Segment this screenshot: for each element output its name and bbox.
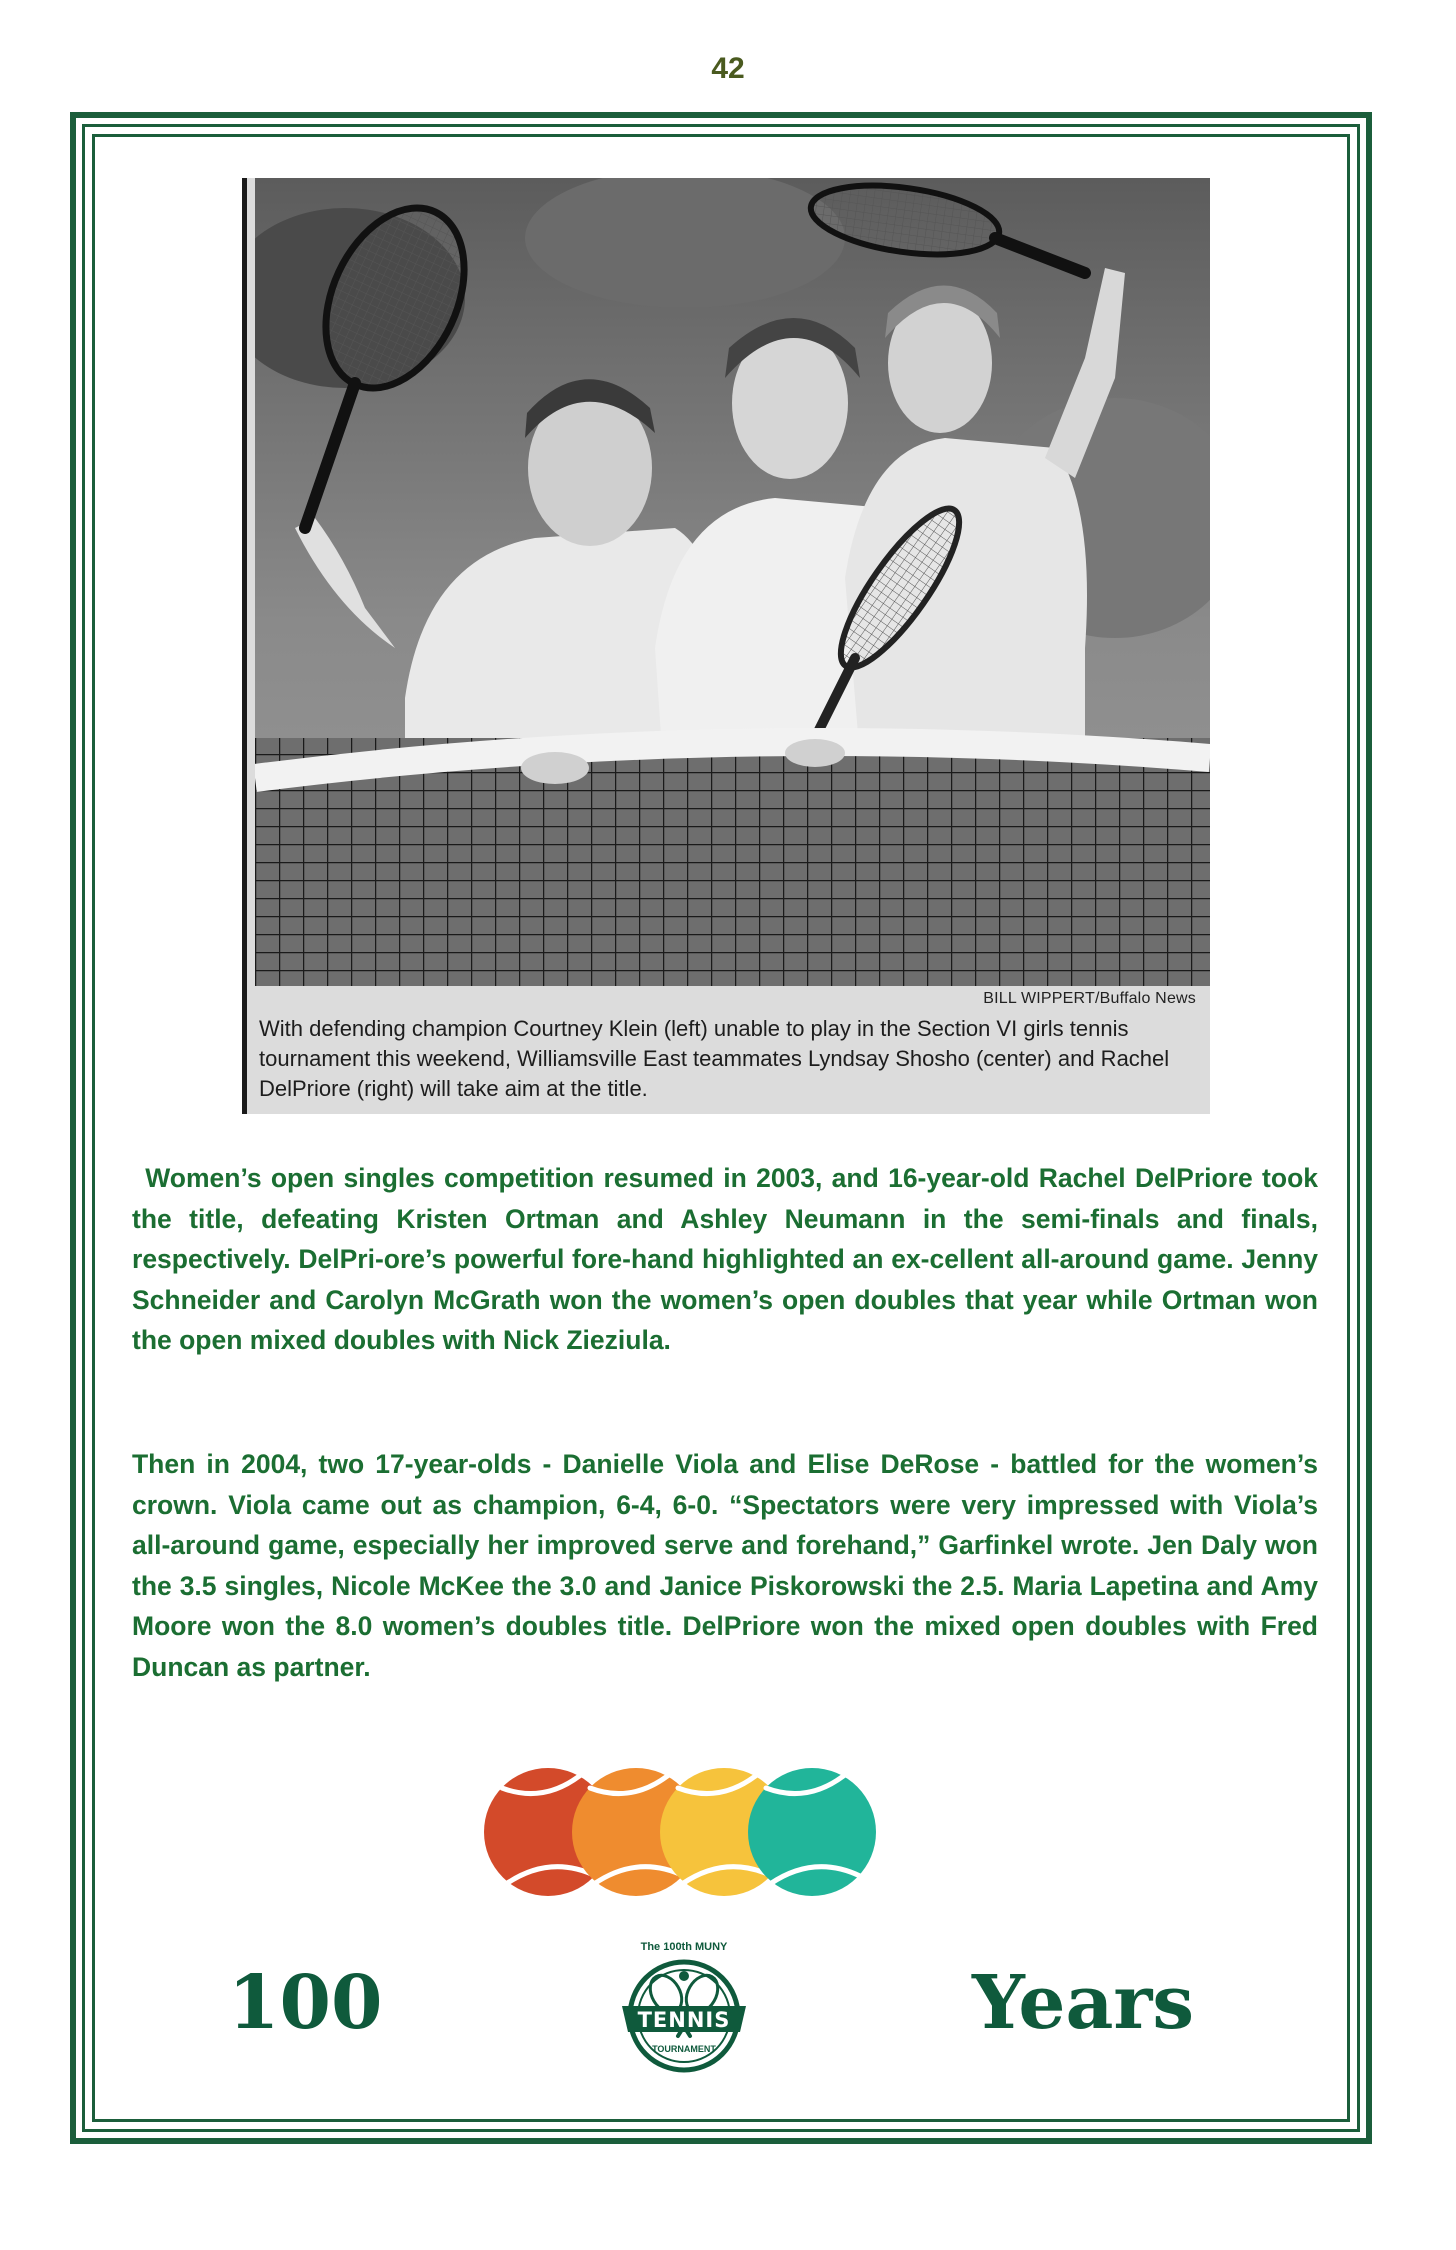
footer-number: 100 [228, 1960, 383, 2046]
article-paragraph: Then in 2004, two 17-year-olds - Danielle Viola and Elise DeRose - battled for the women’s crown. Viola came out as champion, 6-4, 6-0. “Spectators were very impressed with Viola’s all-around game, especially her improved serve and forehand,” Garfinkel wrote. Jen Daly won the 3.5 singles, Nicole McKee the 3.0 and Janice Piskorowski the 2.5. Maria Lapetina and Amy Moore won the 8.0 women’s doubles title. DelPriore won the mixed open doubles with Fred Duncan as partner. [132, 1449, 1318, 1682]
photo-credit: BILL WIPPERT/Buffalo News [983, 990, 1196, 1007]
tennis-balls-decoration [480, 1764, 880, 1900]
logo-top-text: The 100th MUNY [640, 1941, 728, 1953]
photo-caption: With defending champion Courtney Klein (left) unable to play in the Section VI girls tennis tournament this weekend, Williamsville East teammates Lyndsay Shosho (center) and Rachel DelPriore (right) will take aim at the title. [259, 1016, 1170, 1101]
logo-main-text: TENNIS [637, 2008, 731, 2032]
article-paragraph: Women’s open singles competition resumed in 2003, and 16-year-old Rachel DelPriore took the title, defeating Kristen Ortman and Ashley Neumann in the semi-finals and finals, respectively. DelPri-ore’s powerful fore-hand highlighted an ex-cellent all-around game. Jenny Schneider and Carolyn McGrath won the women’s open doubles that year while Ortman won the open mixed doubles with Nick Zieziula. [132, 1163, 1318, 1355]
footer-word: Years [972, 1960, 1195, 2046]
clipping-photo [255, 178, 1210, 986]
page-number: 42 [711, 52, 745, 85]
newspaper-clipping [242, 178, 1210, 1114]
logo-bottom-text: TOURNAMENT [652, 2044, 716, 2054]
tournament-logo-icon [610, 1936, 758, 2078]
tennis-ball-icon [748, 1768, 876, 1896]
